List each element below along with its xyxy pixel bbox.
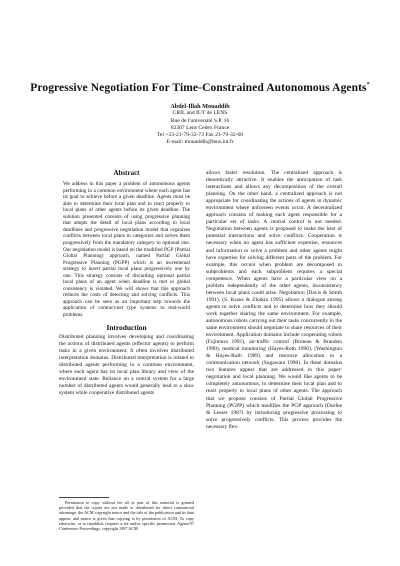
author-affiliation-3: 62307 Lens Cedex France — [170, 124, 230, 131]
abstract-heading: Abstract — [113, 169, 140, 177]
abstract-text: We address in this paper a problem of autonomous agents performing in a common environment where each agent has its goal to achieve before a given deadline. Agents must be able to determine their local plan and to react properly to local plans of other agents before its given deadline. The solution presented consists of using progressive planning that adopts the detail of local plans according to local deadlines and progressive negotiation model that organizes conflicts between local plans in categories and solves them progressively from the mandatory category to optional one. Our negotiation model is based on the modified PGP (Partial Global Planning) approach, named Partial Global Progressive Planning (PGPP) which is an incremental strategy to insert partial local plans progressively one by one. This strategy consists of discarding optional partial local plans of an agent when deadline is met or global consistency is violated. We will shows that this approach reduces the costs of detecting and solving conflicts. This approach can be seen as an important step towards the application of contract-net type systems to real-world problems. — [63, 181, 190, 318]
footnote-divider — [59, 497, 109, 498]
right-column — [206, 170, 342, 431]
left-column — [59, 170, 194, 397]
permission-footnote: Permission to copy without fee all or part of this material is granted provided that the copies are not made or distributed for direct commercial advantage, the ACM copyright notice and the title of the publication and its date appear, and notice is given that copying is by permission of ACM. To copy otherwise, or to republish, requires a fee and/or specific permission. Agents'97 Conference Proceedings, copyright 1997 ACM. — [59, 500, 194, 532]
paper-title — [0, 82, 400, 94]
author-affiliation-2: Rue de l'université S.P. 16 — [170, 117, 230, 124]
author-affiliation-4: Tel +33-21-79-32-73 Fax 21-79-32-60 — [156, 132, 244, 139]
introduction-heading: Introduction — [106, 322, 147, 332]
title-footnote-mark: * — [366, 82, 370, 89]
paper-title-text: Progressive Negotiation For Time-Constrained Autonomous Agents — [30, 82, 367, 94]
author-block — [0, 103, 400, 147]
introduction-text: Distributed planning involves developing and coordinating the actions of distributed agents (effector agents) to perform tasks in a given environment. It often involves distributed interpretation domains. Distributed interpretation is related to distributed agents performing in a common environment, where each agent has its local plan library and view of the environment state. Reliance on a central system for a large number of distributed agents would generally lead to a slow system while cooperative distributed agents — [59, 333, 194, 396]
author-affiliation-1: CRIL and IUT de LENS — [172, 110, 228, 117]
author-name: Abdel-Illah Mouaddib — [170, 103, 230, 110]
author-email: E-mail: mouaddib@lens.iut.fr — [166, 139, 234, 146]
right-column-text: allows faster resolution. The centralized approach is theoretically attractive. It enables the anticipation of task interactions and allows any decomposition of the overall planning. On the other hand, a centralized approach is not appropriate for coordinating the actions of agents in dynamic environment where unforseen events occur. A decentralized approach consists of making each agent responsible for a particular set of tasks. A central control is not needed. Negotiation between agents is proposed to make the best of potential interactions and solve conflicts. Cooperation is necessary when no agent has sufficient expertise, resources and information to solve a problem and other agents might have expertise for solving different parts of the problem. For example, this occurs when problem are decomposed in subproblems and each subproblem requires a special competence. When agents have a particular view on a problem independently of the other agents, inconsistency between local plans could arise. Negotiation (Davis & Smith 1991), (S. Kraus & Zlotkin 1995) allows a dialogue among agents to solve conflicts and to determine how they should work together sharing the same environment. For example, autonomous robots carrying out their tasks concurrently in the same environment should negotiate to share resources of their environment. Application domains include cooperating robots (Fujimura 1991), air-traffic control (Bruteau & Brandon 1990), medical monitoring (Hayes-Roth 1990), (Washington & Hayes-Roth 1989) and resource allocation in a communication network (Sugawara 1990). In these domains two features appear that are addressed in this paper: negotiation and local planning. We would like agents to be completely autonomous, to determine their local plan and to react properly to local plans of other agents. The approach that we propose consists of Partial Global Progressive Planning (PGPP) which modifies the PGP approach (Durfee & Lesser 1987) by introducing progressive processing to solve progressively conflicts. This process provides the necessary flex- — [206, 170, 342, 430]
